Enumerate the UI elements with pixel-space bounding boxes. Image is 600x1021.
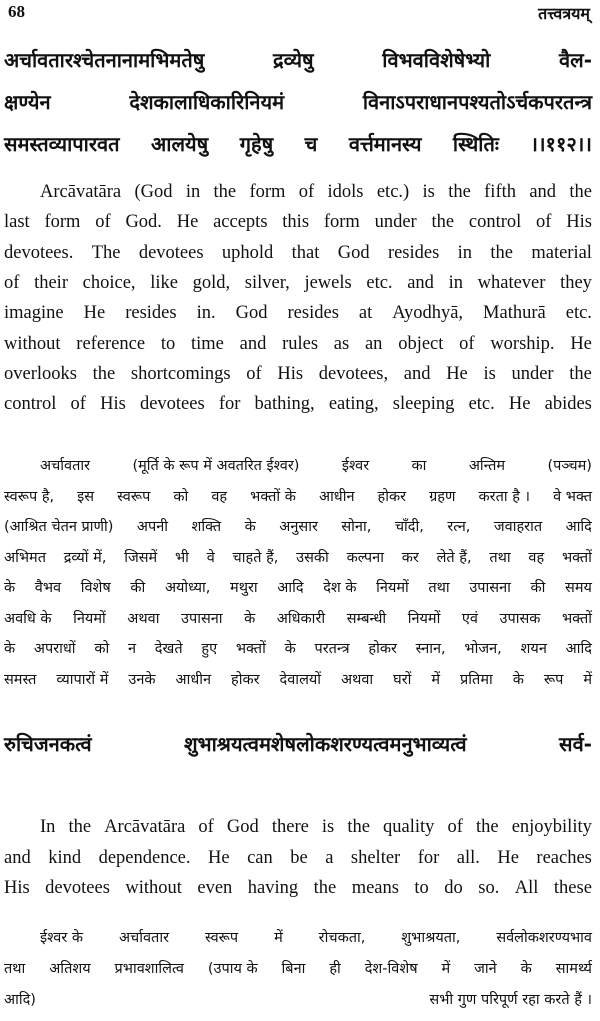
word: Mathurā xyxy=(483,303,546,324)
word: for xyxy=(417,847,440,868)
word: eating, xyxy=(328,394,379,415)
word: कल्पना xyxy=(346,549,384,566)
word: आदि) xyxy=(4,992,36,1008)
word: uphold xyxy=(221,242,274,263)
word: God xyxy=(235,303,268,324)
word: a xyxy=(325,847,334,868)
word: the xyxy=(313,878,337,898)
word: के xyxy=(4,641,16,657)
word: रुचिजनकत्वं xyxy=(4,732,92,756)
word: वे भक्त xyxy=(553,488,592,505)
word: devotees xyxy=(138,242,204,263)
word: in xyxy=(457,242,473,263)
word: this xyxy=(282,212,310,233)
text-line xyxy=(0,989,600,1009)
word: form xyxy=(323,212,360,233)
word: rules xyxy=(282,333,319,354)
text-line xyxy=(0,273,600,294)
word: देशकालाधिकारिनियमं xyxy=(129,90,285,114)
word: उपासक xyxy=(499,610,541,627)
word: form xyxy=(249,182,286,202)
word: अथवा xyxy=(341,671,374,688)
word: हुए xyxy=(201,641,218,657)
word: All xyxy=(514,878,539,898)
word: they xyxy=(560,272,592,293)
word: भक्तों xyxy=(561,610,592,627)
word: in. xyxy=(196,303,216,324)
word: be xyxy=(290,847,308,868)
word: sleeping xyxy=(392,394,455,415)
word: gold, xyxy=(192,272,231,293)
word: (मूर्ति के रूप में अवतरित ईश्वर) xyxy=(132,458,300,474)
word: को xyxy=(94,641,110,657)
word: devotees xyxy=(139,394,205,415)
word: to xyxy=(414,878,429,898)
word: रूप xyxy=(543,671,564,688)
word: जिसमें xyxy=(124,549,158,566)
word: वैल- xyxy=(559,48,592,72)
word: अतिशय xyxy=(49,961,91,977)
word: Arcāvatāra xyxy=(104,817,186,837)
word: imagine xyxy=(4,303,64,324)
word: accepts xyxy=(213,212,268,233)
word: अनुसार xyxy=(279,519,318,535)
word: choice, xyxy=(82,272,136,293)
text-line xyxy=(0,243,600,264)
word: भोजन, xyxy=(464,641,502,657)
word: having xyxy=(247,878,299,898)
word: devotees xyxy=(45,878,110,898)
word: वह xyxy=(528,549,545,566)
word: resides xyxy=(387,242,440,263)
word: कर xyxy=(401,549,419,566)
word: Arcāvatāra xyxy=(40,182,122,202)
word: to xyxy=(160,333,176,354)
word: उपासना xyxy=(469,580,511,596)
word: में xyxy=(583,671,592,688)
word: He xyxy=(508,394,531,415)
word: समस्त xyxy=(4,671,37,688)
word: there xyxy=(271,817,309,837)
text-line xyxy=(0,878,600,899)
word: enjoybility xyxy=(511,817,592,837)
word: समस्तव्यापारवत xyxy=(4,132,120,156)
word: in xyxy=(185,182,201,202)
word: मथुरा xyxy=(230,580,258,596)
word: quality xyxy=(383,817,435,837)
word: जवाहरात xyxy=(493,519,543,535)
word: में xyxy=(274,930,283,946)
word: गृहेषु xyxy=(239,132,274,156)
word: is xyxy=(321,817,335,837)
word: control xyxy=(468,212,522,233)
word: द्रव्यों में, xyxy=(63,549,107,566)
word: जाने xyxy=(474,961,497,977)
text-line xyxy=(0,88,600,115)
word: उपासना xyxy=(181,610,223,627)
word: विशेष xyxy=(80,580,111,596)
word: the xyxy=(347,817,370,837)
text-line xyxy=(0,577,600,597)
running-head: तत्त्वत्रयम् xyxy=(538,4,590,23)
page-number: 68 xyxy=(8,2,25,21)
word: The xyxy=(91,242,121,263)
word: अर्चावतारश्चेतनानामभिमतेषु xyxy=(4,48,205,72)
text-line xyxy=(0,730,600,757)
word: abides xyxy=(544,394,592,415)
word: He xyxy=(446,363,468,384)
word: अपराधों xyxy=(33,641,76,657)
word: स्नान, xyxy=(415,641,446,657)
word: like xyxy=(150,272,178,293)
word: etc. xyxy=(565,303,592,324)
text-line xyxy=(0,486,600,506)
word: रत्न, xyxy=(447,519,471,535)
word: ईश्वर xyxy=(341,458,370,474)
word: even xyxy=(197,878,233,898)
word: शुभाश्रयत्वमशेषलोकशरण्यत्वमनुभाव्यत्वं xyxy=(183,732,467,756)
word: for xyxy=(218,394,241,415)
word: of xyxy=(70,394,86,415)
word: स्वरूप xyxy=(117,488,151,505)
word: तथा xyxy=(428,580,450,596)
word: के xyxy=(284,641,296,657)
word: God. xyxy=(125,212,162,233)
text-line xyxy=(0,455,600,475)
word: He xyxy=(497,847,519,868)
word: under xyxy=(374,212,417,233)
word: होकर xyxy=(377,488,407,505)
word: वैभव xyxy=(34,580,62,596)
word: fifth xyxy=(484,182,516,202)
word: देखते xyxy=(154,641,183,657)
word: सभी गुण परिपूर्ण रहा करते हैं । xyxy=(429,992,592,1008)
word: can xyxy=(247,847,273,868)
word: material xyxy=(531,242,592,263)
word: and xyxy=(529,182,557,202)
word: बिना xyxy=(281,961,306,977)
word: idols xyxy=(327,182,364,202)
word: of xyxy=(198,817,214,837)
word: अपनी xyxy=(136,519,169,535)
word: He xyxy=(176,212,199,233)
text-line xyxy=(0,516,600,536)
word: of xyxy=(298,182,315,202)
word: God xyxy=(337,242,370,263)
text-line xyxy=(0,130,600,157)
word: विनाऽपराधानपश्यतोऽर्चकपरतन्त्र xyxy=(362,90,592,114)
word: so. xyxy=(478,878,500,898)
word: वह xyxy=(211,488,228,505)
word: का xyxy=(411,458,427,474)
word: and xyxy=(407,272,434,293)
word: the xyxy=(448,182,471,202)
text-line xyxy=(0,547,600,567)
word: the xyxy=(569,363,592,384)
word: the xyxy=(431,212,455,233)
word: is xyxy=(483,363,496,384)
word: के xyxy=(244,519,256,535)
word: bathing, xyxy=(254,394,315,415)
text-line xyxy=(0,958,600,978)
word: His xyxy=(566,212,592,233)
word: of xyxy=(95,212,111,233)
word: without xyxy=(4,333,61,354)
word: of xyxy=(246,363,262,384)
text-line xyxy=(0,364,600,385)
word: की xyxy=(530,580,546,596)
word: के xyxy=(520,961,532,977)
word: (God xyxy=(134,182,173,202)
word: करता है । xyxy=(478,488,531,505)
word: सर्व- xyxy=(559,732,592,756)
word: and xyxy=(239,333,267,354)
word: लेते हैं, xyxy=(436,549,472,566)
word: घरों xyxy=(393,671,412,688)
word: in xyxy=(448,272,463,293)
word: होकर xyxy=(231,671,260,688)
word: He xyxy=(208,847,230,868)
text-line xyxy=(0,212,600,233)
word: शुभाश्रयता, xyxy=(401,930,461,946)
word: last xyxy=(4,212,30,233)
word: He xyxy=(570,333,592,354)
word: etc.) xyxy=(376,182,410,202)
word: आदि xyxy=(565,641,592,657)
word: these xyxy=(553,878,592,898)
word: the xyxy=(490,242,513,263)
word: स्थितिः xyxy=(452,132,499,156)
word: ।।११२।। xyxy=(530,132,592,156)
word: रोचकता, xyxy=(318,930,366,946)
word: of xyxy=(536,212,552,233)
word: His xyxy=(4,878,30,898)
word: reference xyxy=(76,333,146,354)
word: प्रतिमा xyxy=(460,671,493,688)
word: सम्बन्धी xyxy=(346,610,387,627)
word: आधीन xyxy=(175,671,212,688)
word: resides xyxy=(287,303,339,324)
text-line xyxy=(0,303,600,324)
text-line xyxy=(0,394,600,415)
word: सोना, xyxy=(341,519,372,535)
word: देश के xyxy=(323,580,357,596)
word: etc. xyxy=(468,394,495,415)
word: do xyxy=(444,878,463,898)
word: अभिमत xyxy=(4,549,46,566)
word: the xyxy=(92,363,116,384)
text-line xyxy=(0,817,600,838)
word: स्वरूप xyxy=(204,930,239,946)
word: that xyxy=(291,242,320,263)
word: परतन्त्र xyxy=(314,641,350,657)
word: under xyxy=(511,363,554,384)
word: shelter xyxy=(350,847,401,868)
word: He xyxy=(83,303,106,324)
word: form xyxy=(44,212,81,233)
word: devotees, xyxy=(318,363,389,384)
word: worship. xyxy=(490,333,555,354)
text-line xyxy=(0,46,600,73)
word: of xyxy=(447,817,463,837)
word: overlooks xyxy=(4,363,77,384)
word: ही xyxy=(329,961,341,977)
word: वे xyxy=(206,549,215,566)
word: क्षण्येन xyxy=(4,90,51,114)
word: तथा xyxy=(489,549,511,566)
word: etc. xyxy=(366,272,393,293)
word: देश-विशेष xyxy=(364,961,418,977)
word: विभवविशेषेभ्यो xyxy=(382,48,491,72)
word: object xyxy=(398,333,444,354)
word: devotees. xyxy=(4,242,74,263)
word: में xyxy=(441,961,451,977)
word: भक्तों xyxy=(235,641,266,657)
word: आलयेषु xyxy=(151,132,209,156)
word: as xyxy=(333,333,350,354)
word: के xyxy=(244,610,256,627)
word: के xyxy=(4,580,16,596)
word: होकर xyxy=(368,641,397,657)
word: आदि xyxy=(565,519,592,535)
text-line xyxy=(0,638,600,658)
word: ग्रहण xyxy=(429,488,456,505)
word: kind xyxy=(48,847,82,868)
word: भक्तों xyxy=(561,549,592,566)
word: उनके xyxy=(128,671,156,688)
word: अधिकारी xyxy=(276,610,326,627)
word: अन्तिम xyxy=(468,458,506,474)
word: भी xyxy=(174,549,189,566)
word: of xyxy=(4,272,20,293)
word: jewels xyxy=(304,272,352,293)
word: द्रव्येषु xyxy=(273,48,314,72)
word: the xyxy=(68,817,92,837)
word: (पञ्चम) xyxy=(547,458,592,474)
word: the xyxy=(213,182,237,202)
word: His xyxy=(277,363,304,384)
word: time xyxy=(190,333,224,354)
word: (उपाय के xyxy=(207,961,258,977)
word: के xyxy=(512,671,524,688)
word: control xyxy=(4,394,57,415)
word: शक्ति xyxy=(191,519,222,535)
word: अवधि के xyxy=(4,610,52,627)
text-line xyxy=(0,669,600,689)
word: अर्चावतार xyxy=(40,458,91,474)
word: सामर्थ्य xyxy=(555,961,592,977)
word: इस xyxy=(77,488,95,505)
word: an xyxy=(364,333,383,354)
word: whatever xyxy=(477,272,546,293)
text-line xyxy=(0,927,600,947)
text-line xyxy=(0,848,600,869)
word: dependence. xyxy=(98,847,191,868)
word: एवं xyxy=(461,610,478,627)
word: Ayodhyā, xyxy=(392,303,464,324)
word: is xyxy=(422,182,435,202)
word: shortcomings xyxy=(130,363,231,384)
word: and xyxy=(403,363,431,384)
word: resides xyxy=(125,303,177,324)
word: उसकी xyxy=(296,549,329,566)
word: सर्वलोकशरण्यभाव xyxy=(496,930,592,946)
word: देवालयों xyxy=(279,671,322,688)
word: His xyxy=(100,394,126,415)
text-line xyxy=(0,182,600,203)
word: न xyxy=(127,641,137,657)
word: the xyxy=(476,817,499,837)
word: (आश्रित चेतन प्राणी) xyxy=(4,519,114,535)
word: तथा xyxy=(4,961,26,977)
word: चाँदी, xyxy=(394,519,424,535)
word: नियमों xyxy=(376,580,409,596)
word: नियमों xyxy=(407,610,441,627)
word: चाहते हैं, xyxy=(232,549,279,566)
word: वर्त्तमानस्य xyxy=(348,132,422,156)
word: आधीन xyxy=(318,488,355,505)
word: अर्चावतार xyxy=(118,930,170,946)
text-line xyxy=(0,334,600,355)
word: all. xyxy=(456,847,480,868)
word: व्यापारों में xyxy=(56,671,109,688)
word: In xyxy=(40,817,56,837)
word: means xyxy=(351,878,399,898)
word: silver, xyxy=(244,272,290,293)
word: आदि xyxy=(277,580,304,596)
word: the xyxy=(569,182,592,202)
word: their xyxy=(34,272,68,293)
word: प्रभावशालित्व xyxy=(114,961,184,977)
word: की xyxy=(130,580,146,596)
page-header xyxy=(0,0,600,30)
word: भक्तों के xyxy=(250,488,296,505)
word: without xyxy=(125,878,182,898)
word: अयोध्या, xyxy=(164,580,211,596)
text-line xyxy=(0,608,600,628)
word: of xyxy=(459,333,475,354)
word: ईश्वर के xyxy=(40,930,84,946)
word: नियमों xyxy=(73,610,106,627)
word: में xyxy=(431,671,441,688)
word: reaches xyxy=(536,847,592,868)
word: स्वरूप है, xyxy=(4,488,55,505)
word: at xyxy=(358,303,373,324)
word: अथवा xyxy=(127,610,160,627)
word: शयन xyxy=(520,641,547,657)
word: and xyxy=(4,847,31,868)
word: God xyxy=(226,817,259,837)
word: को xyxy=(173,488,189,505)
word: समय xyxy=(565,580,592,596)
word: च xyxy=(304,132,318,156)
